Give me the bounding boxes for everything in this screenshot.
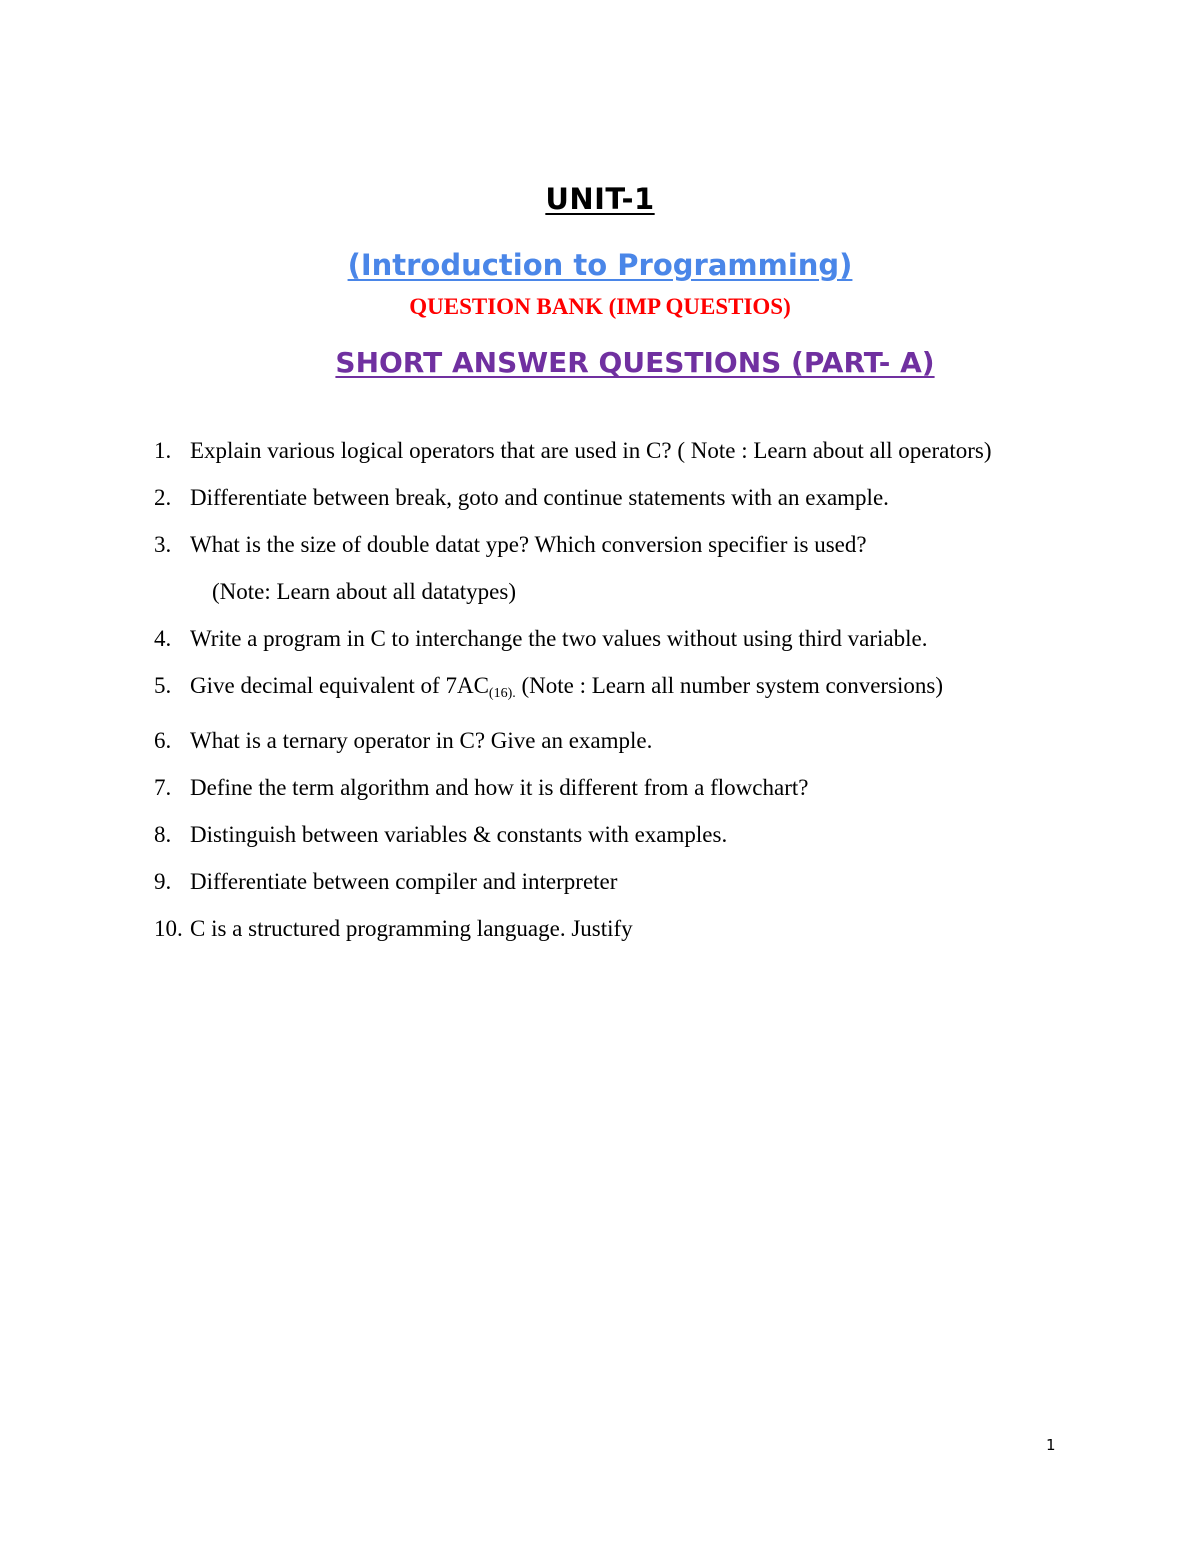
- question-item-1: [150, 427, 1050, 474]
- subject-heading: (Introduction to Programming): [347, 248, 853, 282]
- part-heading: SHORT ANSWER QUESTIONS (PART- A): [335, 346, 935, 379]
- question-text: Define the term algorithm and how it is different from a flowchart?: [190, 775, 809, 800]
- question-note: (Note: Learn about all datatypes): [212, 579, 516, 604]
- question-text: Distinguish between variables & constants with examples.: [190, 822, 728, 847]
- question-text: C is a structured programming language. Justify: [190, 916, 633, 941]
- question-number: 3.: [154, 532, 172, 557]
- question-number: 2.: [154, 485, 172, 510]
- question-text-before: Give decimal equivalent of 7AC: [190, 673, 489, 698]
- question-number: 1.: [154, 438, 172, 463]
- question-text: What is a ternary operator in C? Give an example.: [190, 728, 653, 753]
- unit-heading: UNIT-1: [545, 182, 655, 216]
- question-text: Differentiate between break, goto and continue statements with an example.: [190, 485, 889, 510]
- question-text: What is the size of double datat ype? Which conversion specifier is used?: [190, 532, 867, 557]
- question-item-5: [150, 662, 1050, 717]
- question-bank-heading: QUESTION BANK (IMP QUESTIOS): [409, 294, 791, 319]
- question-text: Differentiate between compiler and interpreter: [190, 869, 618, 894]
- question-number: 6.: [154, 728, 172, 753]
- question-number: 7.: [154, 775, 172, 800]
- question-text-after: (Note : Learn all number system conversions): [515, 673, 944, 698]
- question-item-6: [150, 717, 1050, 764]
- page-number: 1: [1046, 1436, 1056, 1454]
- question-number: 8.: [154, 822, 172, 847]
- question-number: 10.: [154, 916, 183, 941]
- question-number: 9.: [154, 869, 172, 894]
- question-item-8: [150, 811, 1050, 858]
- question-item-4: [150, 615, 1050, 662]
- question-item-2: [150, 474, 1050, 521]
- question-list: [150, 427, 1050, 952]
- question-item-3: [150, 521, 1050, 615]
- question-text: Explain various logical operators that are used in C? ( Note : Learn about all operators): [190, 438, 992, 463]
- question-number: 5.: [154, 673, 172, 698]
- hex-subscript: (16).: [488, 686, 516, 701]
- question-number: 4.: [154, 626, 172, 651]
- question-text: Write a program in C to interchange the two values without using third variable.: [190, 626, 928, 651]
- question-item-9: [150, 858, 1050, 905]
- question-item-7: [150, 764, 1050, 811]
- question-item-10: [150, 905, 1050, 952]
